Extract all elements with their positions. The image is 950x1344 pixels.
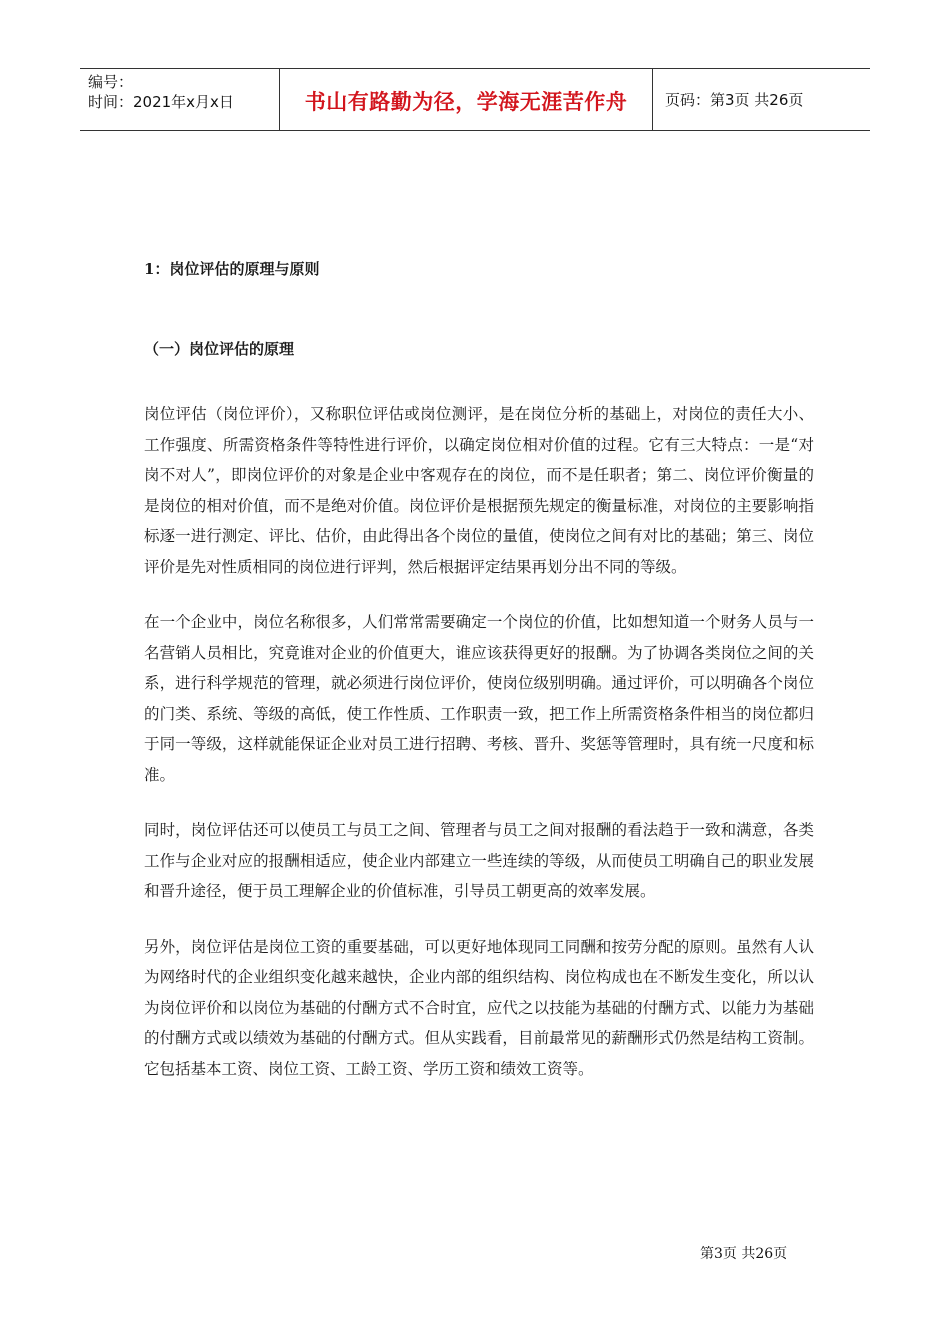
subsection-title: （一）岗位评估的原理 [144, 340, 295, 358]
header-meta [80, 69, 280, 130]
header-page-label: 页码：第3页 共26页 [665, 91, 804, 109]
paragraph: 同时，岗位评估还可以使员工与员工之间、管理者与员工之间对报酬的看法趋于一致和满意，各类工作与企业对应的报酬相适应，使企业内部建立一些连续的等级，从而使员工明确自己的职业发展和晋升途径，便于员工理解企业的价值标准，引导员工朝更高的效率发展。 [144, 821, 814, 900]
section-title: 1：岗位评估的原理与原则 [144, 260, 320, 278]
time-label: 时间：2021年x月x日 [88, 93, 234, 111]
number-label: 编号： [88, 73, 134, 91]
header-motto: 书山有路勤为径，学海无涯苦作舟 [280, 69, 653, 130]
paragraph: 在一个企业中，岗位名称很多，人们常常需要确定一个岗位的价值，比如想知道一个财务人员与一名营销人员相比，究竟谁对企业的价值更大，谁应该获得更好的报酬。为了协调各类岗位之间的关系，进行科学规范的管理，就必须进行岗位评价，使岗位级别明确。通过评价，可以明确各个岗位的门类、系统、等级的高低，使工作性质、工作职责一致，把工作上所需资格条件相当的岗位都归于同一等级，这样就能保证企业对员工进行招聘、考核、晋升、奖惩等管理时，具有统一尺度和标准。 [144, 613, 814, 784]
document-body [144, 255, 814, 1084]
page-header [80, 68, 870, 131]
page-footer: 第3页 共26页 [700, 1246, 788, 1262]
paragraph: 另外，岗位评估是岗位工资的重要基础，可以更好地体现同工同酬和按劳分配的原则。虽然有人认为网络时代的企业组织变化越来越快，企业内部的组织结构、岗位构成也在不断发生变化，所以认为岗位评价和以岗位为基础的付酬方式不合时宜，应代之以技能为基础的付酬方式、以能力为基础的付酬方式或以绩效为基础的付酬方式。但从实践看，目前最常见的薪酬形式仍然是结构工资制。它包括基本工资、岗位工资、工龄工资、学历工资和绩效工资等。 [144, 937, 814, 1078]
paragraph: 岗位评估（岗位评价），又称职位评估或岗位测评，是在岗位分析的基础上，对岗位的责任大小、工作强度、所需资格条件等特性进行评价，以确定岗位相对价值的过程。它有三大特点：一是“对岗不对人”，即岗位评价的对象是企业中客观存在的岗位，而不是任职者；第二、岗位评价衡量的是岗位的相对价值，而不是绝对价值。岗位评价是根据预先规定的衡量标准，对岗位的主要影响指标逐一进行测定、评比、估价，由此得出各个岗位的量值，使岗位之间有对比的基础；第三、岗位评价是先对性质相同的岗位进行评判，然后根据评定结果再划分出不同的等级。 [144, 405, 814, 576]
